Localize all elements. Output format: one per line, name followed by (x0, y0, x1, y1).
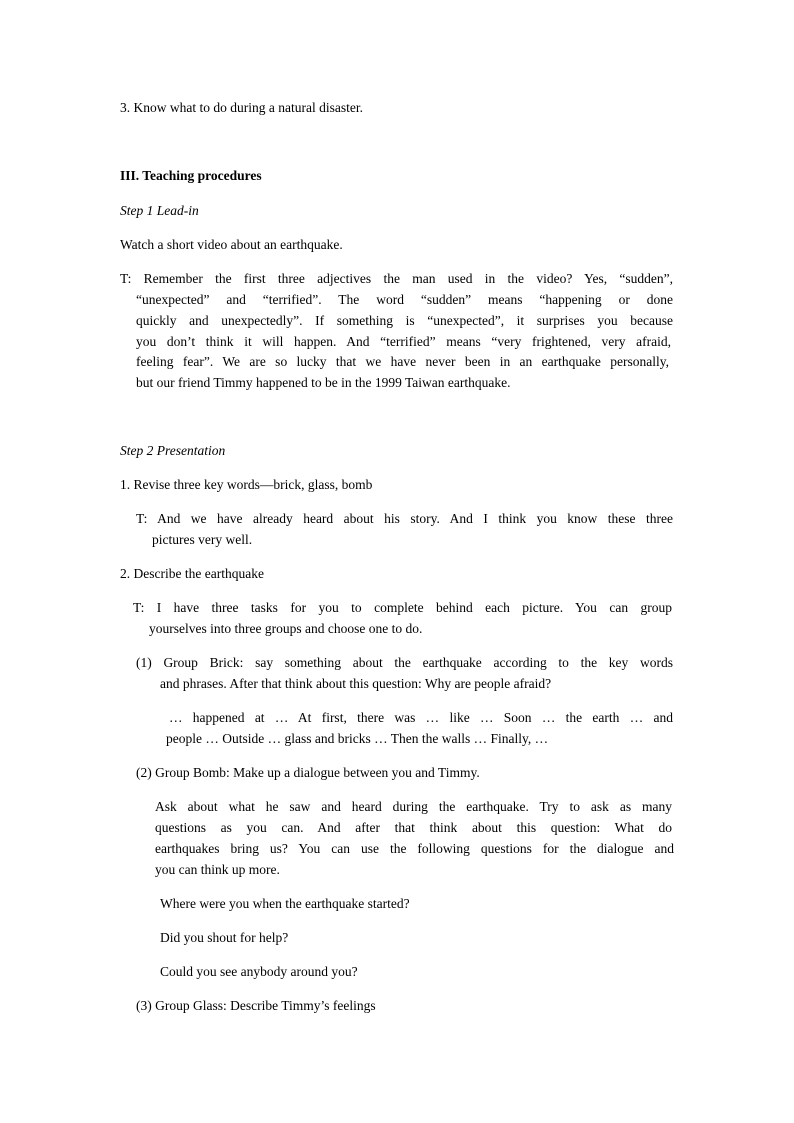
objective-3: 3. Know what to do during a natural disaster. (120, 100, 363, 115)
group-brick-prompt-line-1: … happened at … At first, there was … like … Soon … the earth … and (169, 710, 673, 725)
section-heading: III. Teaching procedures (120, 168, 262, 183)
step1-teacher-line-1: T: Remember the first three adjectives the man used in the video? Yes, “sudden”, (120, 271, 673, 286)
group-bomb-question-3: Could you see anybody around you? (160, 964, 358, 979)
group-bomb-question-1: Where were you when the earthquake started? (160, 896, 410, 911)
step2-title: Step 2 Presentation (120, 443, 226, 458)
item2-teacher-line-2: yourselves into three groups and choose one to do. (149, 621, 423, 636)
group-glass-heading: (3) Group Glass: Describe Timmy’s feelings (136, 998, 376, 1013)
item1-teacher-line-2: pictures very well. (152, 532, 253, 547)
step1-teacher-line-6: but our friend Timmy happened to be in the 1999 Taiwan earthquake. (136, 375, 511, 390)
group-bomb-line-3: earthquakes bring us? You can use the following questions for the dialogue and (155, 841, 674, 856)
group-bomb-line-1: Ask about what he saw and heard during the earthquake. Try to ask as many (155, 799, 672, 814)
step1-teacher-line-4: you don’t think it will happen. And “terrified” means “very frightened, very afraid, (136, 334, 671, 349)
item2-teacher-line-1: T: I have three tasks for you to complete behind each picture. You can group (133, 600, 672, 615)
item1-heading: 1. Revise three key words—brick, glass, bomb (120, 477, 373, 492)
group-bomb-line-4: you can think up more. (155, 862, 280, 877)
step1-teacher-line-3: quickly and unexpectedly”. If something is “unexpected”, it surprises you because (136, 313, 673, 328)
group-brick-line-2: and phrases. After that think about this question: Why are people afraid? (160, 676, 552, 691)
group-brick-line-1: (1) Group Brick: say something about the earthquake according to the key words (136, 655, 673, 670)
group-bomb-question-2: Did you shout for help? (160, 930, 289, 945)
group-bomb-heading: (2) Group Bomb: Make up a dialogue between you and Timmy. (136, 765, 480, 780)
step1-teacher-line-5: feeling fear”. We are so lucky that we have never been in an earthquake personally, (136, 354, 669, 369)
group-brick-prompt-line-2: people … Outside … glass and bricks … Then the walls … Finally, … (166, 731, 549, 746)
group-bomb-line-2: questions as you can. And after that think about this question: What do (155, 820, 672, 835)
item1-teacher-line-1: T: And we have already heard about his story. And I think you know these three (136, 511, 673, 526)
step1-teacher-line-2: “unexpected” and “terrified”. The word “sudden” means “happening or done (136, 292, 673, 307)
step1-intro: Watch a short video about an earthquake. (120, 237, 343, 252)
step1-title: Step 1 Lead-in (120, 203, 199, 218)
item2-heading: 2. Describe the earthquake (120, 566, 264, 581)
